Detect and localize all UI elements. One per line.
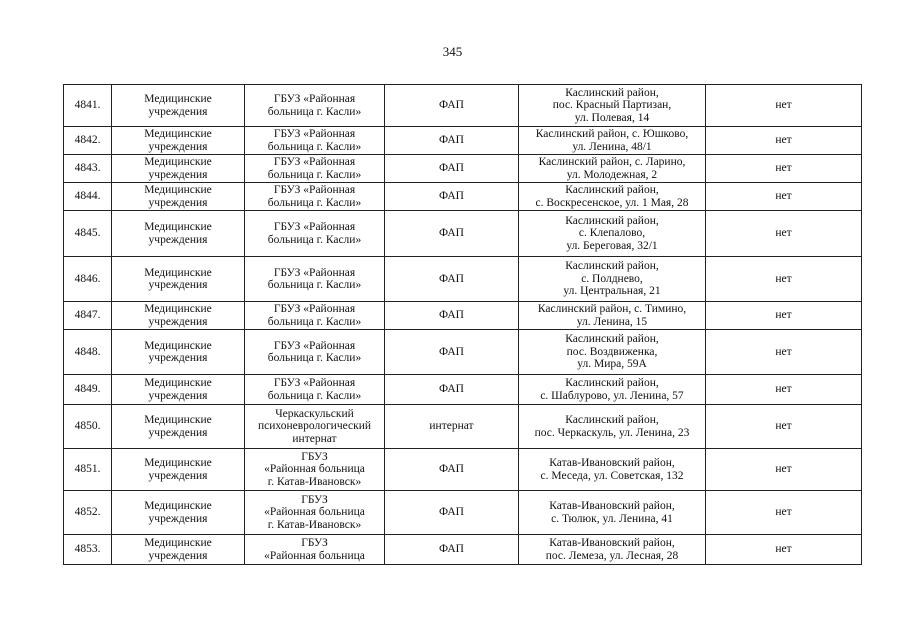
address-cell-line: Катав-Ивановский район, [549,457,675,469]
address-cell [519,257,706,302]
address-cell-line: ул. Полевая, 14 [574,111,650,124]
address-cell-line: Каслинский район, [565,184,659,196]
table-row [64,155,862,183]
table-row [64,302,862,330]
category-cell [112,375,245,405]
category-cell-line: Медицинские [144,93,212,105]
address-cell-line: пос. Воздвиженка, [566,345,658,358]
address-cell-line: пос. Черкаскуль, ул. Ленина, 23 [534,426,690,439]
category-cell [112,491,245,535]
status-cell: нет [706,155,862,183]
organization-cell-line: ГБУЗ «Районная [273,377,356,389]
row-number: 4848. [64,330,112,375]
address-cell-line: ул. Мира, 59А [577,358,647,371]
category-cell-line: учреждения [148,196,208,209]
address-cell [519,491,706,535]
organization-cell [245,535,385,565]
address-cell-line: с. Клепалово, [578,227,646,240]
row-number: 4852. [64,491,112,535]
row-number: 4843. [64,155,112,183]
address-cell-line: Катав-Ивановский район, [549,500,675,512]
status-cell: нет [706,491,862,535]
category-cell-line: Медицинские [144,457,212,469]
organization-cell-line: ГБУЗ [301,493,328,506]
organization-cell-line: ГБУЗ «Районная [273,221,356,233]
table-body [64,85,862,565]
organization-cell-line: больница г. Касли» [267,279,362,291]
organization-cell-line: больница г. Касли» [267,140,362,153]
address-cell [519,85,706,127]
facility-type-cell: ФАП [385,449,519,491]
table-row [64,491,862,535]
address-cell-line: с. Полднево, [581,272,643,285]
category-cell [112,302,245,330]
category-cell-line: учреждения [148,140,208,153]
organization-cell-line: г. Катав-Ивановск» [267,518,362,531]
address-cell [519,330,706,375]
organization-cell-line: ГБУЗ [301,537,328,549]
category-cell [112,211,245,257]
category-cell [112,405,245,449]
category-cell [112,183,245,211]
organization-cell-line: больница г. Касли» [267,389,362,402]
address-cell-line: Каслинский район, с. Ларино, [538,156,686,168]
address-cell [519,449,706,491]
address-cell-line: Каслинский район, [565,214,659,227]
address-cell-line: Каслинский район, [565,86,659,99]
status-cell: нет [706,302,862,330]
status-cell: нет [706,211,862,257]
organization-cell-line: ГБУЗ «Районная [273,339,356,352]
address-cell-line: Каслинский район, [565,377,659,389]
address-cell-line: пос. Лемеза, ул. Лесная, 28 [545,549,679,562]
category-cell-line: Медицинские [144,156,212,168]
organization-cell [245,155,385,183]
row-number: 4844. [64,183,112,211]
status-cell: нет [706,85,862,127]
organization-cell [245,491,385,535]
category-cell-line: учреждения [148,389,208,402]
address-cell [519,302,706,330]
category-cell-line: Медицинские [144,221,212,233]
institutions-table [63,84,862,565]
organization-cell-line: больница г. Касли» [267,233,362,246]
organization-cell-line: больница г. Касли» [267,168,362,181]
facility-type-cell: ФАП [385,302,519,330]
organization-cell-line: больница г. Касли» [267,196,362,209]
table-row [64,375,862,405]
organization-cell-line: «Районная больница [264,549,365,562]
organization-cell [245,449,385,491]
category-cell-line: учреждения [148,352,208,364]
row-number: 4851. [64,449,112,491]
organization-cell-line: ГБУЗ «Районная [273,266,356,279]
address-cell-line: с. Воскресенское, ул. 1 Мая, 28 [535,196,689,209]
table-row [64,535,862,565]
address-cell-line: пос. Красный Партизан, [552,99,672,112]
table-row [64,211,862,257]
table-row [64,183,862,211]
facility-type-cell: ФАП [385,535,519,565]
status-cell: нет [706,257,862,302]
address-cell-line: Каслинский район, [565,260,659,273]
organization-cell-line: психоневрологический [257,420,372,433]
category-cell-line: Медицинские [144,184,212,196]
table-row [64,330,862,375]
category-cell [112,257,245,302]
address-cell [519,405,706,449]
category-cell-line: учреждения [148,469,208,482]
category-cell [112,127,245,155]
organization-cell-line: ГБУЗ [301,450,328,463]
organization-cell [245,85,385,127]
facility-type-cell: ФАП [385,127,519,155]
status-cell: нет [706,405,862,449]
organization-cell-line: больница г. Касли» [267,105,362,118]
facility-type-cell: ФАП [385,183,519,211]
category-cell-line: Медицинские [144,339,212,352]
address-cell-line: с. Шаблурово, ул. Ленина, 57 [540,389,684,402]
address-cell [519,375,706,405]
category-cell-line: Медицинские [144,266,212,279]
organization-cell-line: ГБУЗ «Районная [273,93,356,105]
organization-cell [245,302,385,330]
category-cell-line: Медицинские [144,500,212,512]
category-cell [112,449,245,491]
category-cell-line: учреждения [148,426,208,439]
category-cell [112,330,245,375]
facility-type-cell: ФАП [385,155,519,183]
address-cell-line: с. Меседа, ул. Советская, 132 [540,469,684,482]
page-number: 345 [442,44,463,59]
organization-cell [245,257,385,302]
address-cell-line: ул. Ленина, 48/1 [572,140,652,153]
row-number: 4846. [64,257,112,302]
facility-type-cell: ФАП [385,491,519,535]
category-cell-line: учреждения [148,233,208,246]
address-cell-line: Каслинский район, [565,333,659,346]
facility-type-cell: ФАП [385,330,519,375]
address-cell [519,211,706,257]
status-cell: нет [706,183,862,211]
address-cell [519,183,706,211]
address-cell [519,535,706,565]
address-cell-line: Каслинский район, с. Тимино, [537,303,687,315]
row-number: 4841. [64,85,112,127]
category-cell-line: учреждения [148,168,208,181]
table-row [64,85,862,127]
organization-cell [245,375,385,405]
row-number: 4847. [64,302,112,330]
table-row [64,449,862,491]
organization-cell-line: больница г. Касли» [267,352,362,364]
organization-cell-line: ГБУЗ «Районная [273,128,356,140]
category-cell-line: Медицинские [144,377,212,389]
organization-cell [245,330,385,375]
status-cell: нет [706,535,862,565]
category-cell-line: Медицинские [144,414,212,426]
address-cell-line: Катав-Ивановский район, [549,537,675,549]
organization-cell-line: интернат [292,432,337,445]
organization-cell-line: г. Катав-Ивановск» [267,475,362,488]
row-number: 4849. [64,375,112,405]
table-row [64,257,862,302]
facility-type-cell: ФАП [385,257,519,302]
row-number: 4853. [64,535,112,565]
organization-cell [245,211,385,257]
organization-cell-line: «Районная больница [264,463,365,476]
status-cell: нет [706,127,862,155]
address-cell-line: с. Тюлюк, ул. Ленина, 41 [551,512,673,525]
facility-type-cell: ФАП [385,375,519,405]
address-cell-line: ул. Береговая, 32/1 [566,239,658,252]
facility-type-cell: интернат [385,405,519,449]
category-cell-line: Медицинские [144,303,212,315]
row-number: 4842. [64,127,112,155]
organization-cell [245,183,385,211]
category-cell-line: Медицинские [144,128,212,140]
status-cell: нет [706,449,862,491]
status-cell: нет [706,330,862,375]
organization-cell [245,127,385,155]
organization-cell-line: «Районная больница [264,506,365,519]
category-cell-line: Медицинские [144,537,212,549]
category-cell [112,85,245,127]
address-cell-line: ул. Ленина, 15 [576,315,648,328]
table-row [64,127,862,155]
organization-cell [245,405,385,449]
category-cell [112,155,245,183]
row-number: 4850. [64,405,112,449]
category-cell-line: учреждения [148,279,208,291]
category-cell [112,535,245,565]
category-cell-line: учреждения [148,512,208,525]
address-cell [519,127,706,155]
organization-cell-line: Черкаскульский [275,407,354,420]
organization-cell-line: ГБУЗ «Районная [273,303,356,315]
facility-type-cell: ФАП [385,85,519,127]
address-cell-line: Каслинский район, с. Юшково, [535,128,689,140]
facility-type-cell: ФАП [385,211,519,257]
status-cell: нет [706,375,862,405]
category-cell-line: учреждения [148,315,208,328]
table-row [64,405,862,449]
address-cell-line: ул. Центральная, 21 [563,285,661,298]
category-cell-line: учреждения [148,549,208,562]
row-number: 4845. [64,211,112,257]
address-cell-line: ул. Молодежная, 2 [566,168,658,181]
organization-cell-line: больница г. Касли» [267,315,362,328]
address-cell-line: Каслинский район, [565,414,659,426]
category-cell-line: учреждения [148,105,208,118]
organization-cell-line: ГБУЗ «Районная [273,184,356,196]
organization-cell-line: ГБУЗ «Районная [273,156,356,168]
address-cell [519,155,706,183]
